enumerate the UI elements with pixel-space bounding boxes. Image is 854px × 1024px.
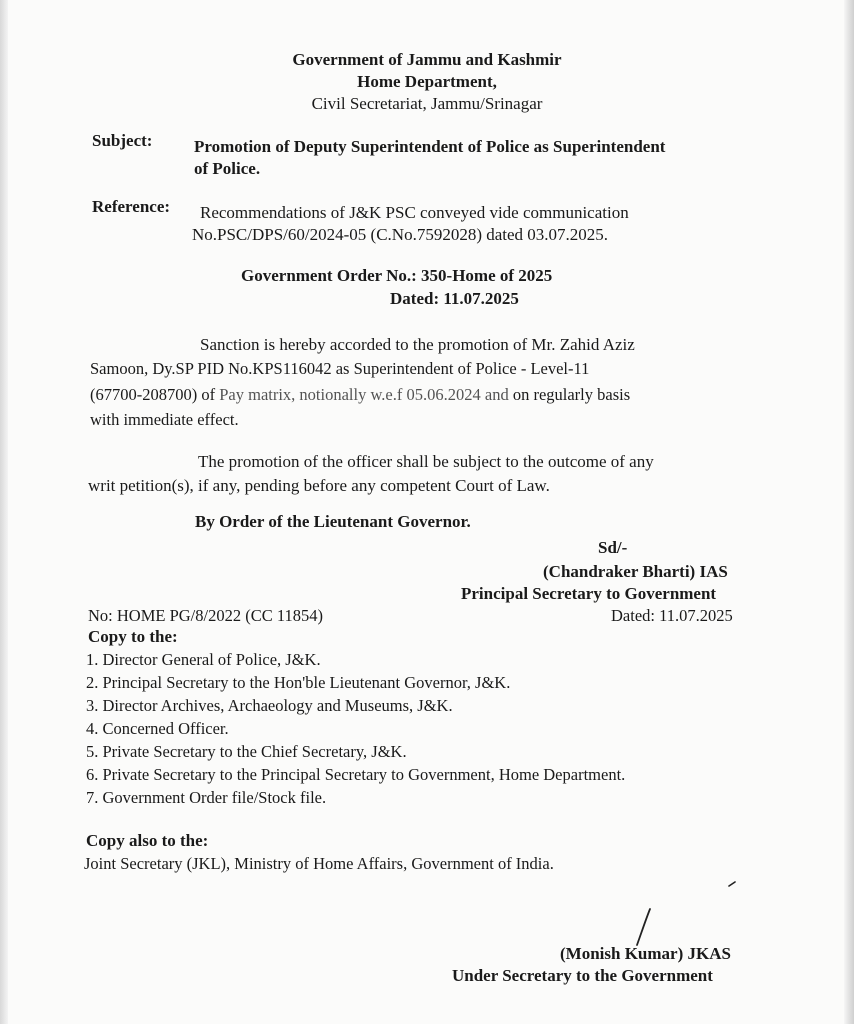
para1-line-3-a: (67700-208700) of bbox=[90, 385, 220, 404]
copy-to-heading: Copy to the: bbox=[88, 627, 178, 646]
page-shadow-left bbox=[0, 0, 8, 1024]
subject-line-2: of Police. bbox=[194, 159, 261, 178]
copy-to-item-5: 5. Private Secretary to the Chief Secretary, J&K. bbox=[86, 742, 407, 761]
copy-to-item-1: 1. Director General of Police, J&K. bbox=[86, 650, 321, 669]
copy-to-item-2: 2. Principal Secretary to the Hon'ble Lieutenant Governor, J&K. bbox=[86, 673, 511, 692]
copy-to-item-4: 4. Concerned Officer. bbox=[86, 719, 229, 738]
by-order-line: By Order of the Lieutenant Governor. bbox=[195, 512, 471, 531]
para1-line-3-c: on regularly basis bbox=[508, 385, 631, 404]
para1-line-2: Samoon, Dy.SP PID No.KPS116042 as Superintendent of Police - Level-11 bbox=[90, 359, 590, 378]
ink-dot bbox=[728, 880, 738, 888]
reference-date: Dated: 11.07.2025 bbox=[611, 606, 733, 625]
order-number: Government Order No.: 350-Home of 2025 bbox=[241, 266, 553, 285]
para1-line-1: Sanction is hereby accorded to the promotion of Mr. Zahid Aziz bbox=[200, 335, 635, 354]
reference-label: Reference: bbox=[92, 197, 171, 216]
copy-also-heading: Copy also to the: bbox=[86, 831, 209, 850]
header-government: Government of Jammu and Kashmir bbox=[292, 50, 562, 69]
copy-to-item-3: 3. Director Archives, Archaeology and Museums, J&K. bbox=[86, 696, 453, 715]
reference-number: No: HOME PG/8/2022 (CC 11854) bbox=[88, 606, 323, 625]
reference-line-2: No.PSC/DPS/60/2024-05 (C.No.7592028) dated 03.07.2025. bbox=[192, 225, 609, 244]
para1-line-4: with immediate effect. bbox=[90, 410, 239, 429]
copy-to-item-7: 7. Government Order file/Stock file. bbox=[86, 788, 327, 807]
para2-line-1: The promotion of the officer shall be subject to the outcome of any bbox=[198, 452, 654, 471]
signatory1-title: Principal Secretary to Government bbox=[461, 584, 717, 603]
signatory2-title: Under Secretary to the Government bbox=[452, 966, 713, 985]
reference-line-1: Recommendations of J&K PSC conveyed vide communication bbox=[200, 203, 629, 222]
page-shadow-right bbox=[844, 0, 854, 1024]
para2-line-2: writ petition(s), if any, pending before any competent Court of Law. bbox=[88, 476, 550, 495]
signatory1-name: (Chandraker Bharti) IAS bbox=[543, 562, 728, 581]
signatory2-name: (Monish Kumar) JKAS bbox=[560, 944, 731, 963]
para1-line-3 bbox=[90, 385, 630, 405]
header-department: Home Department, bbox=[357, 72, 497, 91]
copy-also-line: Joint Secretary (JKL), Ministry of Home Affairs, Government of India. bbox=[84, 854, 554, 873]
sd-mark: Sd/- bbox=[598, 538, 628, 557]
subject-label: Subject: bbox=[92, 131, 153, 150]
subject-line-1: Promotion of Deputy Superintendent of Police as Superintendent bbox=[194, 137, 666, 156]
header-secretariat: Civil Secretariat, Jammu/Srinagar bbox=[311, 94, 543, 113]
order-date: Dated: 11.07.2025 bbox=[390, 289, 519, 308]
copy-to-item-6: 6. Private Secretary to the Principal Secretary to Government, Home Department. bbox=[86, 765, 626, 784]
para1-line-3-b: Pay matrix, notionally w.e.f 05.06.2024 and bbox=[219, 385, 509, 404]
